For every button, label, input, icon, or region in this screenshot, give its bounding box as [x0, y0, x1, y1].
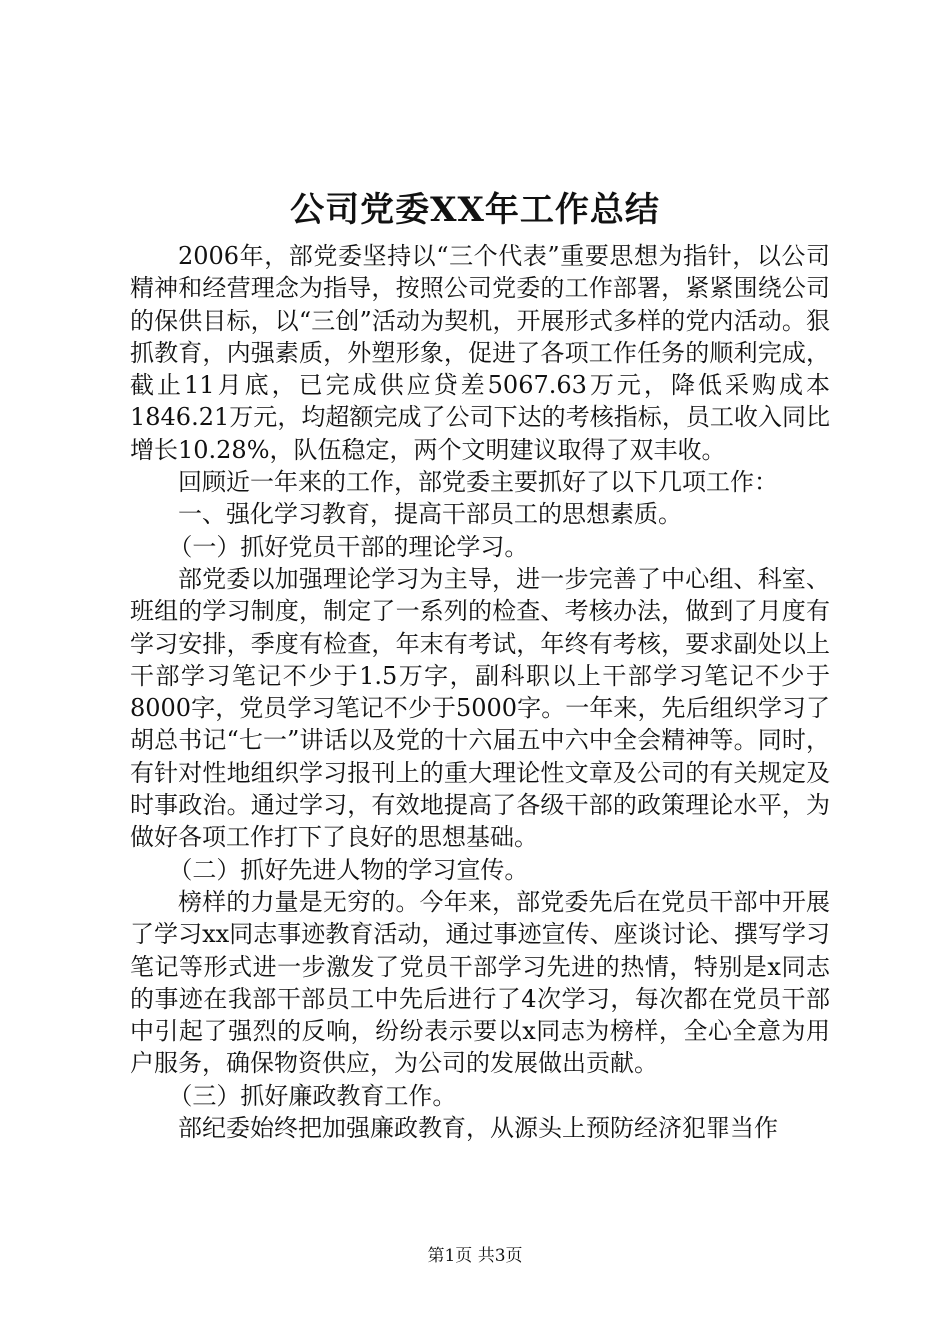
document-title: 公司党委XX年工作总结 — [290, 190, 660, 230]
subsection-heading-3: （三）抓好廉政教育工作。 — [168, 1081, 457, 1110]
section-heading-1: 一、强化学习教育，提高干部员工的思想素质。 — [178, 500, 682, 529]
document-body — [130, 240, 830, 1144]
paragraph-theory-study: 部党委以加强理论学习为主导，进一步完善了中心组、科室、班组的学习制度，制定了一系列的检查、考核办法，做到了月度有学习安排，季度有检查，年末有考试，年终有考核，要求副处以上干部学习笔记不少于1.5万字，副科职以上干部学习笔记不少于8000字，党员学习笔记不少于5000字。一年来，先后组织学习了胡总书记“七一”讲话以及党的十六届五中六中全会精神等。同时，有针对性地组织学习报刊上的重大理论性文章及公司的有关规定及时事政治。通过学习，有效地提高了各级干部的政策理论水平，为做好各项工作打下了良好的思想基础。 — [130, 564, 830, 852]
paragraph-integrity: 部纪委始终把加强廉政教育，从源头上预防经济犯罪当作 — [178, 1114, 778, 1143]
paragraph-review: 回顾近一年来的工作，部党委主要抓好了以下几项工作： — [178, 468, 778, 497]
paragraph-intro: 2006年，部党委坚持以“三个代表”重要思想为指针，以公司精神和经营理念为指导，按照公司党委的工作部署，紧紧围绕公司的保供目标，以“三创”活动为契机，开展形式多样的党内活动。狠抓教育，内强素质，外塑形象，促进了各项工作任务的顺利完成，截止11月底，已完成供应贷差5067.63万元，降低采购成本1846.21万元，均超额完成了公司下达的考核指标，员工收入同比增长10.28%，队伍稳定，两个文明建议取得了双丰收。 — [130, 242, 830, 464]
paragraph-role-models: 榜样的力量是无穷的。今年来，部党委先后在党员干部中开展了学习xx同志事迹教育活动，通过事迹宣传、座谈讨论、撰写学习笔记等形式进一步激发了党员干部学习先进的热情，特别是x同志的事迹在我部干部员工中先后进行了4次学习，每次都在党员干部中引起了强烈的反响，纷纷表示要以x同志为榜样，全心全意为用户服务，确保物资供应，为公司的发展做出贡献。 — [130, 887, 830, 1078]
subsection-heading-1: （一）抓好党员干部的理论学习。 — [168, 532, 529, 561]
page-footer: 第1页 共3页 — [427, 1246, 523, 1266]
subsection-heading-2: （二）抓好先进人物的学习宣传。 — [168, 855, 529, 884]
